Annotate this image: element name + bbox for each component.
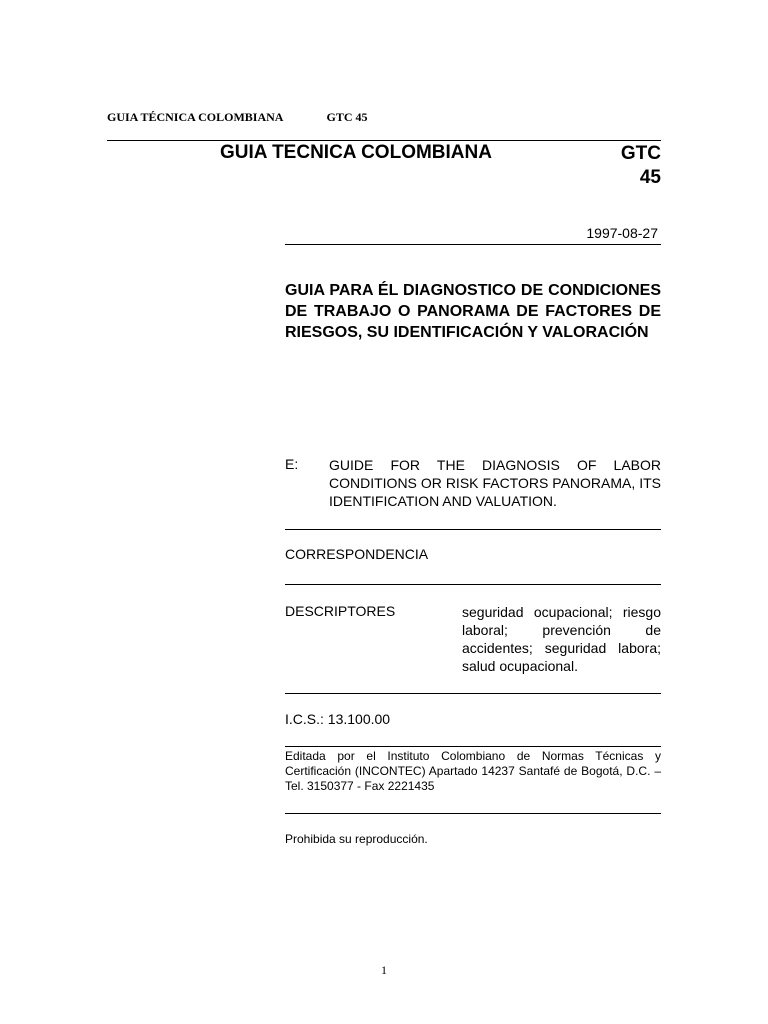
correspondence-rule [285, 584, 661, 585]
editorial-rule [285, 813, 661, 814]
header-rule [107, 140, 661, 141]
page-number: 1 [381, 963, 387, 977]
document-main-title: GUIA TECNICA COLOMBIANA [220, 142, 492, 163]
document-code-line2: 45 [639, 167, 661, 188]
running-header-code: GTC 45 [326, 110, 368, 124]
correspondence-label: CORRESPONDENCIA [285, 546, 429, 562]
editorial-note: Editada por el Instituto Colombiano de Normas Técnicas y Certificación (INCONTEC) Apartado 14237 Santafé de Bogotá, D.C. –Tel. 3150377 - Fax 2221435 [285, 749, 661, 793]
running-header [107, 110, 368, 125]
running-header-title: GUIA TÉCNICA COLOMBIANA [107, 110, 284, 124]
english-title: GUIDE FOR THE DIAGNOSIS OF LABOR CONDITIONS OR RISK FACTORS PANORAMA, ITS IDENTIFICATION AND VALUATION. [329, 457, 661, 509]
ics-code: I.C.S.: 13.100.00 [285, 711, 391, 727]
document-code [600, 142, 661, 190]
date-rule [285, 244, 661, 245]
english-title-key: E: [285, 456, 299, 472]
publication-date: 1997-08-27 [586, 225, 658, 241]
descriptors-label: DESCRIPTORES [285, 603, 396, 619]
ics-rule [285, 746, 661, 747]
reproduction-notice: Prohibida su reproducción. [285, 832, 428, 846]
document-title: GUIA PARA ÉL DIAGNOSTICO DE CONDICIONES DE TRABAJO O PANORAMA DE FACTORES DE RIESGOS, SU IDENTIFICACIÓN Y VALORACIÓN [285, 282, 661, 341]
english-rule [285, 529, 661, 530]
document-code-line1: GTC [620, 143, 661, 164]
descriptors-rule [285, 693, 661, 694]
descriptors-text: seguridad ocupacional; riesgo laboral; prevención de accidentes; seguridad labora; salud ocupacional. [462, 604, 661, 674]
